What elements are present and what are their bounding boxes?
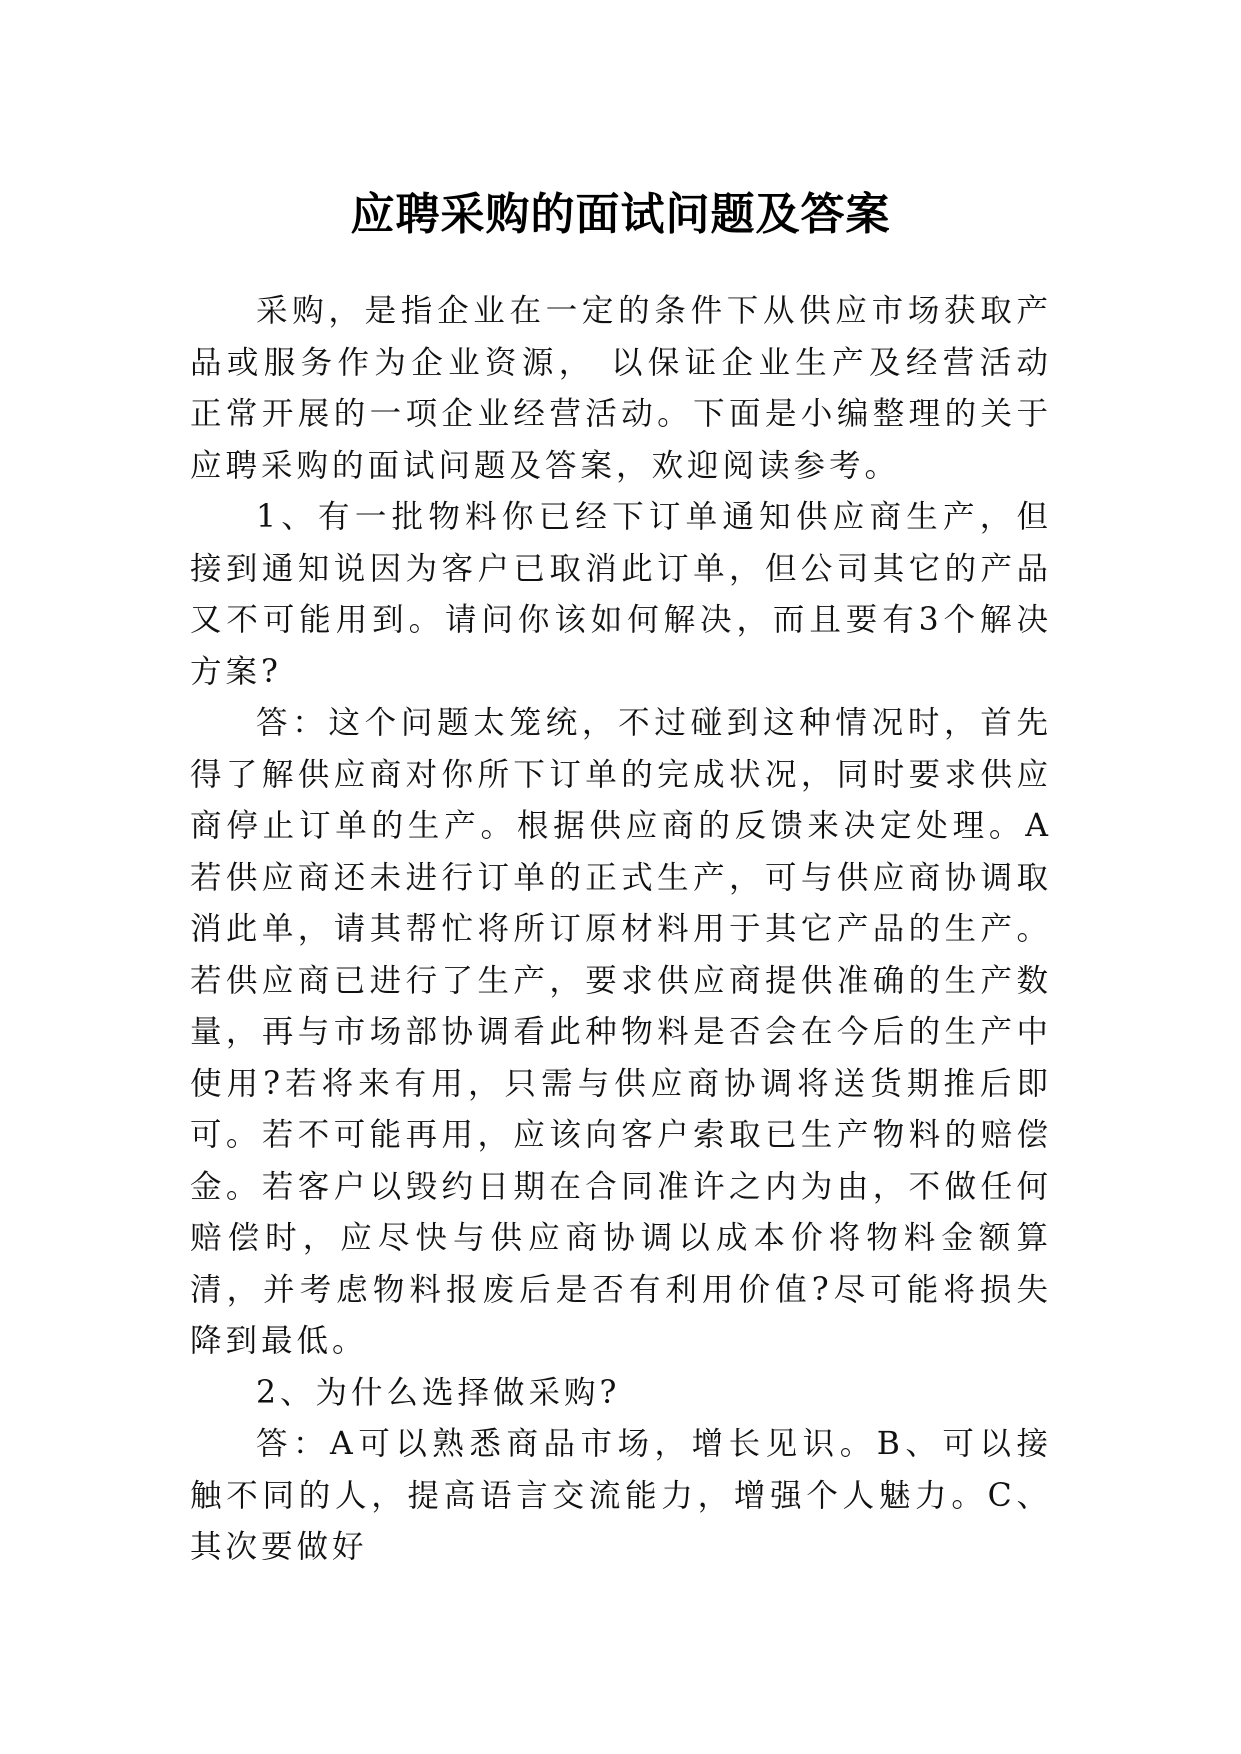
answer-1-paragraph: 答：这个问题太笼统，不过碰到这种情况时，首先得了解供应商对你所下订单的完成状况，同时要求供应商停止订单的生产。根据供应商的反馈来决定处理。A若供应商还未进行订单的正式生产，可与供应商协调取消此单，请其帮忙将所订原材料用于其它产品的生产。若供应商已进行了生产，要求供应商提供准确的生产数量，再与市场部协调看此种物料是否会在今后的生产中使用?若将来有用，只需与供应商协调将送货期推后即可。若不可能再用，应该向客户索取已生产物料的赔偿金。若客户以毁约日期在合同准许之内为由，不做任何赔偿时，应尽快与供应商协调以成本价将物料金额算清，并考虑物料报废后是否有利用价值?尽可能将损失降到最低。 <box>190 705 1052 1359</box>
question-2-paragraph: 2、为什么选择做采购? <box>256 1374 621 1411</box>
document-title: 应聘采购的面试问题及答案 <box>350 189 891 241</box>
question-1-paragraph: 1、有一批物料你已经下订单通知供应商生产，但接到通知说因为客户已取消此订单，但公司其它的产品又不可能用到。请问你该如何解决，而且要有3个解决方案? <box>190 499 1052 690</box>
document-body <box>190 286 1052 1574</box>
intro-paragraph: 采购，是指企业在一定的条件下从供应市场获取产品或服务作为企业资源， 以保证企业生产及经营活动正常开展的一项企业经营活动。下面是小编整理的关于应聘采购的面试问题及答案，欢迎阅读参考。 <box>190 293 1052 484</box>
answer-2-paragraph: 答：A可以熟悉商品市场，增长见识。B、可以接触不同的人，提高语言交流能力，增强个人魅力。C、其次要做好 <box>190 1426 1052 1565</box>
